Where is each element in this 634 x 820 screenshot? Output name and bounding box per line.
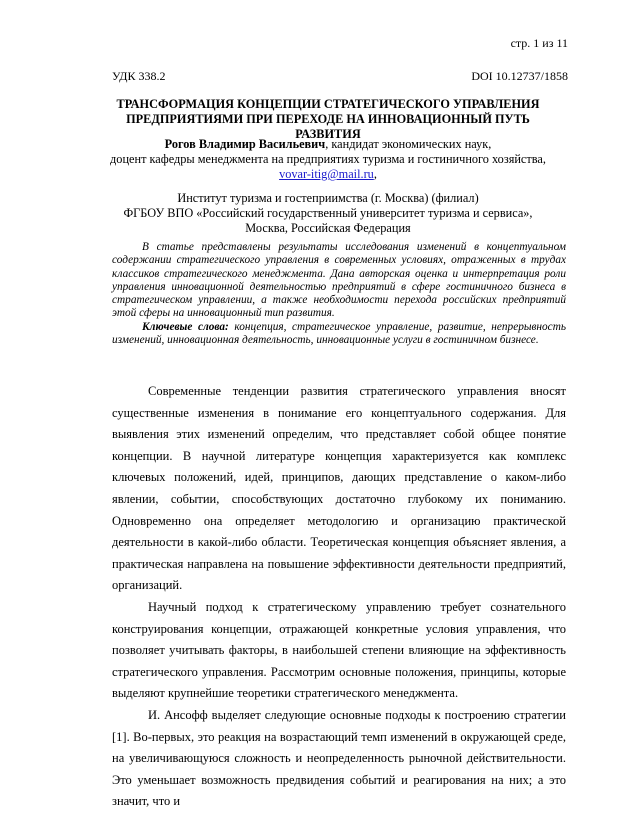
keywords — [112, 321, 566, 348]
keywords-list: концепция, стратегическое управление, развитие, непрерывность изменений, инновационная деятельность, инновационные услуги в гостиничном бизнесе. — [112, 320, 566, 347]
body-paragraph: Современные тенденции развития стратегического управления вносят существенные изменения в понимание его концептуального содержания. Для выявления этих изменений определим, что представляет собой общее понятие концепции. В научной литературе концепция характеризуется как комплекс ключевых положений, идей, принципов, дающих представление о каком-либо явлении, событии, способствующих достаточно глубокому их пониманию. Одновременно она определяет методологию и организацию практической деятельности в какой-либо области. Теоретическая концепция объясняет явления, а практическая направлена на повышение эффективности деятельности предприятий, организаций. — [112, 384, 566, 593]
page-number: стр. 1 из 11 — [510, 36, 568, 50]
body-paragraph: Научный подход к стратегическому управлению требует сознательного конструирования концепции, отражающей конкретные условия управления, что позволяет учитывать факторы, в наибольшей степени влияющие на эффективность стратегического управления. Рассмотрим основные положения, принципы, которые выделяют крупнейшие теоретики стратегического менеджмента. — [112, 599, 566, 701]
author-degree: , кандидат экономических наук, — [325, 137, 492, 151]
author-name: Рогов Владимир Васильевич — [164, 137, 326, 151]
abstract-text: В статье представлены результаты исследования изменений в концептуальном содержании стратегического управления в современных условиях, отраженных в трудах классиков стратегического менеджмента. Дана авторская оценка и интерпретация роли управления инновационной деятельностью предприятий в сфере гостиничного бизнеса в стратегическом управлении, а также необходимости перехода российских предприятий этой сферы на инновационный тип развития. — [112, 241, 566, 320]
institution-line-2: ФГБОУ ВПО «Российский государственный университет туризма и сервиса», — [123, 206, 533, 220]
email-suffix: , — [373, 167, 377, 181]
abstract — [112, 241, 566, 347]
author-position: доцент кафедры менеджмента на предприятиях туризма и гостиничного хозяйства, — [110, 152, 546, 166]
body-paragraph: И. Ансофф выделяет следующие основные подходы к построению стратегии [1]. Во-первых, это реакция на возрастающий темп изменений в окружающей среде, на увеличивающуюся сложность и неопределенность рыночной действительности. Это уменьшает возможность предвидения событий и реагирования на них; а это значит, что и — [112, 707, 566, 809]
keywords-label: Ключевые слова: — [142, 320, 229, 333]
institution-block — [100, 191, 556, 236]
institution-line-3: Москва, Российская Федерация — [245, 221, 411, 235]
author-block — [100, 137, 556, 182]
institution-line-1: Институт туризма и гостеприимства (г. Москва) (филиал) — [177, 191, 479, 205]
article-title: ТРАНСФОРМАЦИЯ КОНЦЕПЦИИ СТРАТЕГИЧЕСКОГО УПРАВЛЕНИЯ ПРЕДПРИЯТИЯМИ ПРИ ПЕРЕХОДЕ НА ИННОВАЦИОННЫЙ ПУТЬ РАЗВИТИЯ — [116, 97, 540, 141]
article-body — [112, 381, 566, 813]
udk-code: УДК 338.2 — [112, 69, 166, 83]
doi-code: DOI 10.12737/1858 — [471, 69, 568, 83]
author-email-link[interactable]: vovar-itig@mail.ru — [279, 167, 374, 181]
